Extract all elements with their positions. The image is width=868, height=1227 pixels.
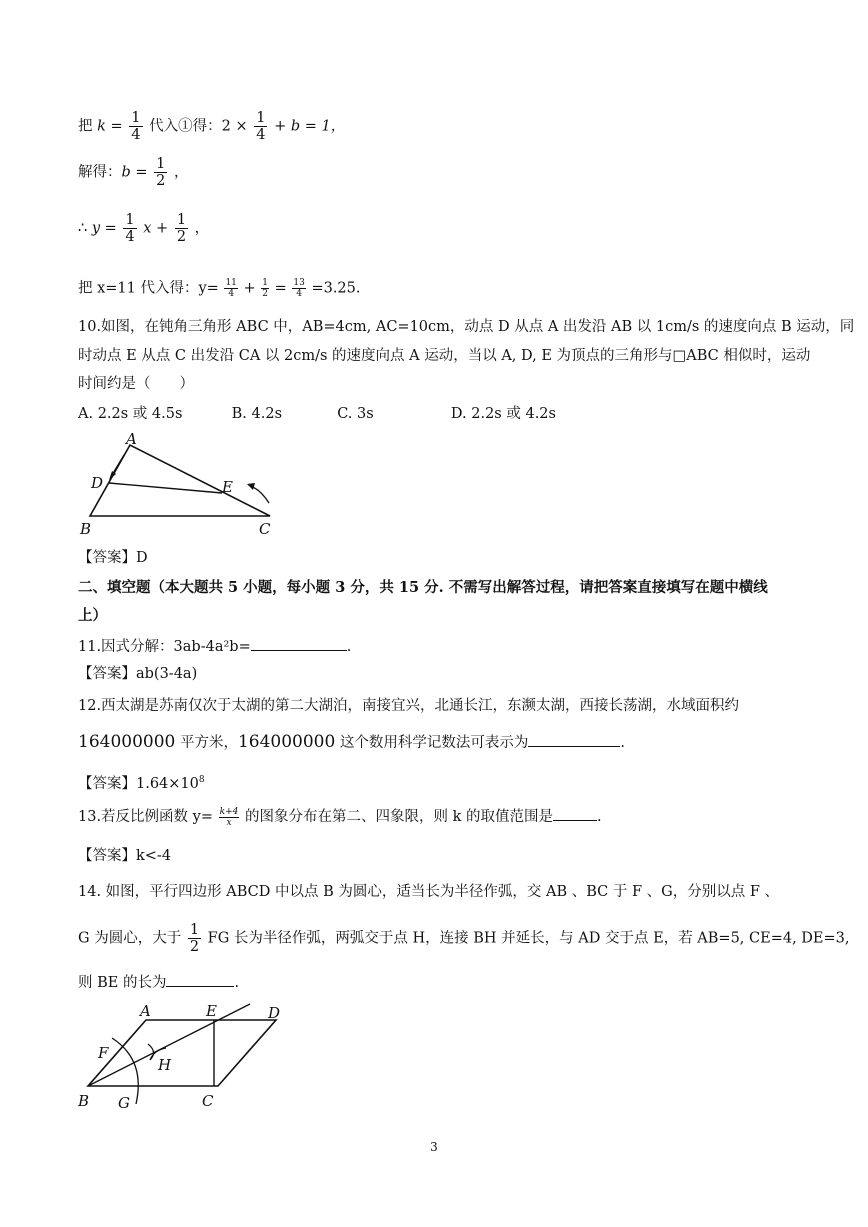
label-b: B — [78, 1092, 90, 1110]
option-a: A. 2.2s 或 4.5s — [78, 406, 183, 422]
q13-answer-blank[interactable] — [553, 806, 597, 821]
q14-line2: G 为圆心，大于 $\frac{1}{2}$ FG 长为半径作弧，两弧交于点 H，连接 BH 并延长，与 AD 交于点 E，若 AB=5, CE=4, DE=3, — [78, 922, 850, 955]
q14-answer-blank[interactable] — [166, 972, 234, 987]
q12-line1: 12.西太湖是苏南仅次于太湖的第二大湖泊，南接宜兴，北通长江，东濒太湖，西接长荡湖，水域面积约 — [78, 698, 740, 714]
fraction: $\frac{1}{2}$ — [189, 922, 200, 955]
q12-answer: 【答案】$1.64\times 10^8$ — [78, 775, 205, 792]
q10-line3: 时间约是（ ） — [78, 376, 194, 392]
q11-line: 11.因式分解：3ab-4a²b= . — [78, 636, 351, 657]
parallelogram-figure — [74, 1000, 294, 1115]
label-c: C — [259, 520, 271, 538]
q10-answer: 【答案】D — [78, 550, 148, 566]
segment-de — [109, 483, 222, 493]
parallelogram-abcd — [88, 1020, 276, 1086]
fraction: $\frac{1}{2}$ — [176, 212, 187, 245]
label-d: D — [268, 1004, 281, 1022]
substitution-line: 把 k = $\frac{1}{4}$ 代入①得：2 × $\frac{1}{4}$ + b = 1， — [78, 110, 346, 143]
q12-answer-blank[interactable] — [528, 732, 620, 747]
triangle-abc — [90, 445, 270, 516]
fraction: $\frac{k+4}{x}$ — [219, 806, 239, 828]
q14-line1: 14. 如图，平行四边形 ABCD 中以点 B 为圆心，适当长为半径作弧，交 AB 、BC 于 F 、G，分别以点 F 、 — [78, 884, 779, 900]
label-a: A — [140, 1002, 151, 1020]
fraction: $\frac{1}{2}$ — [156, 156, 166, 189]
fraction: $\frac{1}{4}$ — [125, 212, 135, 245]
x11-line: 把 x=11 代入得：y= $\frac{11}{4}$ + $\frac{1}{2}$ = $\frac{13}{4}$ =3.25. — [78, 278, 361, 299]
label-f: F — [98, 1044, 109, 1062]
q10-line2: 时动点 E 从点 C 出发沿 CA 以 2cm/s 的速度向点 A 运动，当以 A, D, E 为顶点的三角形与□ABC 相似时，运动 — [78, 348, 811, 364]
option-b: B. 4.2s — [231, 406, 283, 422]
label-c: C — [202, 1092, 214, 1110]
label-h: H — [158, 1056, 172, 1074]
arrowhead-e — [247, 483, 255, 490]
fraction: $\frac{13}{4}$ — [293, 278, 305, 299]
q14-line3: 则 BE 的长为 . — [78, 972, 239, 993]
fraction: $\frac{1}{4}$ — [256, 110, 266, 143]
q13-line: 13.若反比例函数 y= $\frac{k+4}{x}$ 的图象分布在第二、四象限，则 k 的取值范围是 . — [78, 806, 602, 828]
label-g: G — [118, 1094, 130, 1112]
fraction: $\frac{1}{2}$ — [262, 278, 269, 299]
label-a: A — [126, 430, 137, 448]
label-b: B — [80, 520, 92, 538]
q10-line1: 10.如图，在钝角三角形 ABC 中，AB=4cm, AC=10cm，动点 D 从点 A 出发沿 AB 以 1cm/s 的速度向点 B 运动，同 — [78, 319, 855, 335]
label-d: D — [91, 474, 104, 492]
fraction: $\frac{11}{4}$ — [225, 278, 237, 299]
section2-heading-line2: 上） — [78, 607, 107, 624]
q11-answer: 【答案】ab(3-4a) — [78, 666, 198, 682]
section2-heading-line1: 二、填空题（本大题共 5 小题，每小题 3 分，共 15 分. 不需写出解答过程，请把答案直接填写在题中横线 — [78, 579, 768, 596]
triangle-figure — [74, 430, 284, 540]
label-e: E — [222, 478, 233, 496]
arrow-d — [112, 455, 124, 475]
function-line: ∴ y = $\frac{1}{4}$ x + $\frac{1}{2}$ ， — [78, 212, 210, 245]
page-number: 3 — [430, 1140, 438, 1154]
label-e: E — [206, 1002, 217, 1020]
q12-line2: 164000000 平方米，164000000 这个数用科学记数法可表示为 . — [78, 732, 626, 752]
q13-answer: 【答案】k<-4 — [78, 848, 172, 864]
solve-line: 解得：b = $\frac{1}{2}$ ， — [78, 156, 189, 189]
q11-answer-blank[interactable] — [251, 636, 347, 651]
option-d: D. 2.2s 或 4.2s — [450, 406, 556, 422]
option-c: C. 3s — [337, 406, 374, 422]
fraction: $\frac{1}{4}$ — [131, 110, 141, 143]
q10-options — [78, 404, 556, 424]
